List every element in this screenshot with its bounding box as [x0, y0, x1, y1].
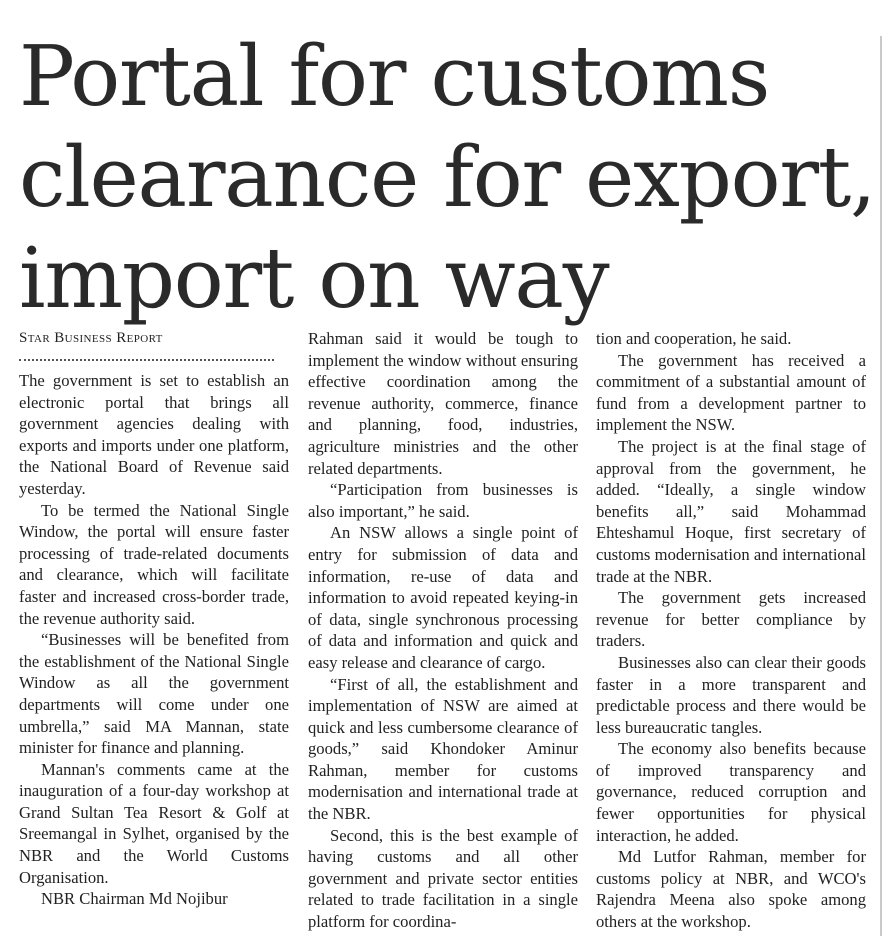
paragraph: The government has received a commitment of a substantial amount of fund from a development partner to implement the NSW. [596, 350, 866, 435]
paragraph: Businesses also can clear their goods faster in a more transparent and predictable process and there would be less bureaucratic tangles. [596, 652, 866, 737]
paragraph: “Participation from businesses is also important,” he said. [308, 480, 578, 521]
paragraph: Md Lutfor Rahman, member for customs policy at NBR, and WCO's Rajendra Meena also spoke among others at the workshop. [596, 847, 866, 932]
article-column-3 [596, 328, 866, 933]
paragraph: tion and cooperation, he said. [596, 329, 792, 348]
paragraph: The government is set to establish an electronic portal that brings all government agencies dealing with exports and imports under one platform, the National Board of Revenue said yesterday. [19, 371, 289, 498]
paragraph: To be termed the National Single Window, the portal will ensure faster processing of trade-related documents and clearance, which will facilitate faster and increased cross-border trade, the revenue authority said. [19, 500, 289, 628]
byline-dotted-rule [19, 349, 274, 361]
paragraph: An NSW allows a single point of entry for submission of data and information, re-use of data and information to avoid repeated keying-in of data, single synchronous processing of data and information and quick and easy release and clearance of cargo. [308, 523, 578, 672]
page-edge-rule [880, 36, 882, 936]
headline-line-1: Portal for customs [19, 28, 770, 125]
paragraph: NBR Chairman Md Nojibur [41, 889, 228, 909]
headline-line-3: import on way [19, 230, 609, 327]
byline: Star Business Report [19, 330, 163, 346]
article-column-1 [19, 328, 289, 910]
paragraph: “Businesses will be benefited from the establishment of the National Single Window as all the government departments will come under one umbrella,” said MA Mannan, state minister for finance and planning. [19, 630, 289, 758]
paragraph: “First of all, the establishment and implementation of NSW are aimed at quick and less cumbersome clearance of goods,” said Khondoker Aminur Rahman, member for customs modernisation and international trade at the NBR. [308, 674, 578, 824]
paragraph: The economy also benefits because of improved transparency and governance, reduced corruption and fewer opportunities for physical interaction, he added. [596, 739, 866, 845]
paragraph: The government gets increased revenue for better compliance by traders. [596, 588, 866, 651]
headline [19, 26, 879, 329]
headline-line-2: clearance for export, [19, 129, 876, 226]
article-column-2 [308, 328, 578, 933]
paragraph: Rahman said it would be tough to implement the window without ensuring effective coordination among the revenue authority, commerce, finance and planning, food, industries, agriculture ministries and the other related departments. [308, 329, 578, 478]
paragraph: Second, this is the best example of having customs and all other government and private sector entities related to trade facilitation in a single platform for coordina- [308, 825, 578, 932]
paragraph: Mannan's comments came at the inauguration of a four-day workshop at Grand Sultan Tea Resort & Golf at Sreemangal in Sylhet, organised by the NBR and the World Customs Organisation. [19, 759, 289, 887]
paragraph: The project is at the final stage of approval from the government, he added. “Ideally, a single window benefits all,” said Mohammad Ehteshamul Hoque, first secretary of customs modernisation and international trade at the NBR. [596, 436, 866, 586]
